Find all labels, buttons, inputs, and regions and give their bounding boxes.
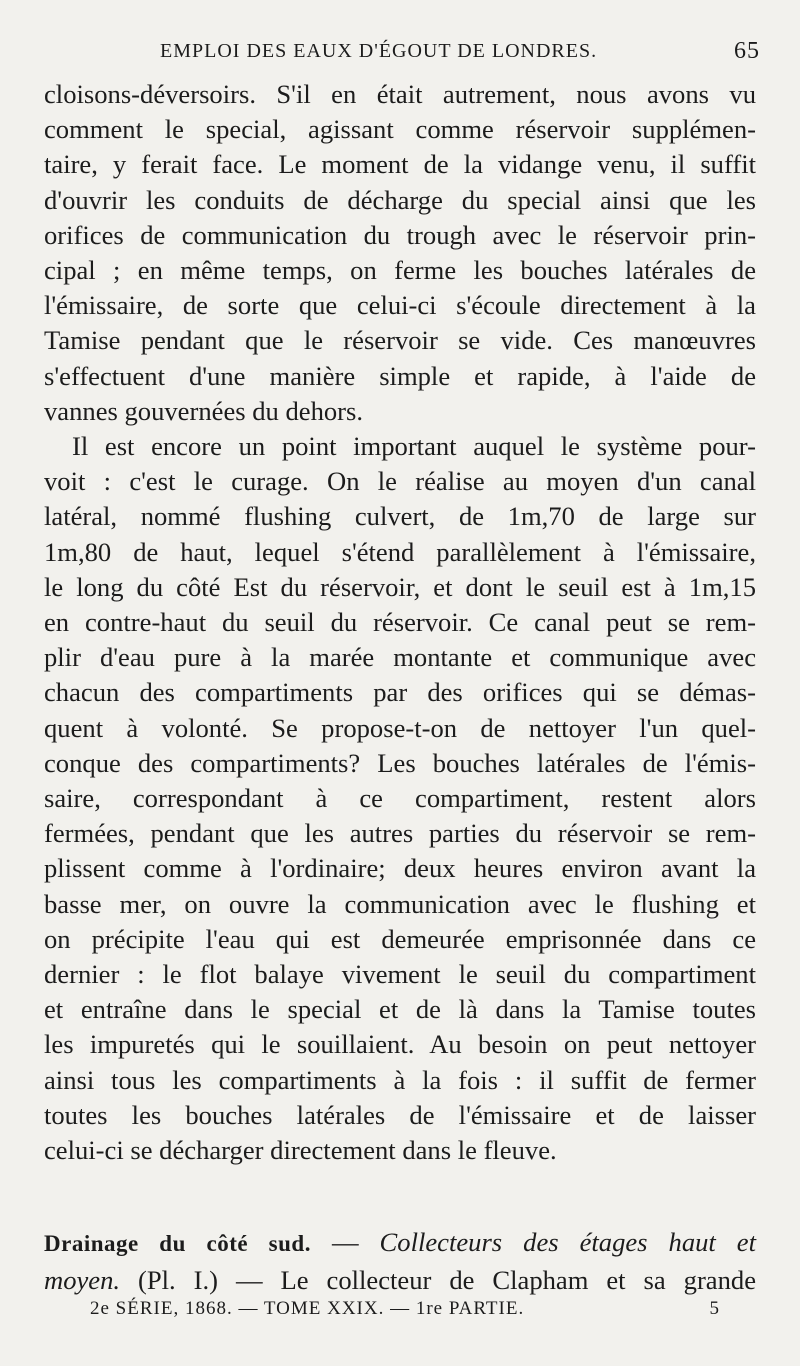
text-line: saire, correspondant à ce compartiment, restent alors <box>44 783 756 814</box>
text-line: s'effectuent d'une manière simple et rapide, à l'aide de <box>44 360 756 391</box>
text-line: Tamise pendant que le réservoir se vide. Ces manœuvres <box>44 325 756 356</box>
text-line: quent à volonté. Se propose-t-on de nettoyer l'un quel- <box>44 712 756 743</box>
text-line: plissent comme à l'ordinaire; deux heures environ avant la <box>44 853 756 884</box>
text-line: on précipite l'eau qui est demeurée emprisonnée dans ce <box>44 923 756 954</box>
text-line: Il est encore un point important auquel le système pour- <box>72 431 756 462</box>
text-line: conque des compartiments? Les bouches latérales de l'émis- <box>44 747 756 778</box>
section-line-2 <box>44 1262 756 1298</box>
section-subtitle: Collecteurs des étages haut et <box>379 1227 757 1257</box>
text-line: et entraîne dans le special et de là dans la Tamise toutes <box>44 994 756 1025</box>
footer <box>90 1298 720 1328</box>
section-dash: — <box>310 1227 380 1257</box>
section-text: (Pl. I.) — Le collecteur de Clapham et sa grande <box>120 1265 756 1295</box>
text-line: l'émissaire, de sorte que celui-ci s'écoule directement à la <box>44 290 756 321</box>
text-line: celui-ci se décharger directement dans le fleuve. <box>44 1135 557 1166</box>
text-line: taire, y ferait face. Le moment de la vidange venu, il suffit <box>44 149 756 180</box>
text-line: le long du côté Est du réservoir, et dont le seuil est à 1m,15 <box>44 571 756 602</box>
text-line: plir d'eau pure à la marée montante et communique avec <box>44 642 756 673</box>
text-line: basse mer, on ouvre la communication avec le flushing et <box>44 888 756 919</box>
text-line: d'ouvrir les conduits de décharge du special ainsi que les <box>44 184 756 215</box>
section-heading-block <box>44 1224 756 1298</box>
text-line: chacun des compartiments par des orifices qui se démas- <box>44 677 756 708</box>
text-line: ainsi tous les compartiments à la fois : il suffit de fermer <box>44 1064 756 1095</box>
text-line: fermées, pendant que les autres parties du réservoir se rem- <box>44 818 756 849</box>
signature-mark: 5 <box>709 1298 720 1319</box>
running-title: EMPLOI DES EAUX D'ÉGOUT DE LONDRES. <box>160 40 598 62</box>
series-note: 2e SÉRIE, 1868. — TOME XXIX. — 1re PARTIE. <box>90 1298 525 1319</box>
text-line: les impuretés qui le souillaient. Au besoin on peut nettoyer <box>44 1029 756 1060</box>
text-line: orifices de communication du trough avec le réservoir prin- <box>44 219 756 250</box>
text-line: voit : c'est le curage. On le réalise au moyen d'un canal <box>44 466 756 497</box>
section-subtitle-cont: moyen. <box>44 1265 121 1295</box>
page-number: 65 <box>734 38 760 64</box>
section-line-1 <box>44 1224 756 1262</box>
text-line: cipal ; en même temps, on ferme les bouches latérales de <box>44 255 756 286</box>
text-line: cloisons-déversoirs. S'il en était autrement, nous avons vu <box>44 79 756 109</box>
text-line: comment le special, agissant comme réservoir supplémen- <box>44 114 756 145</box>
text-line: 1m,80 de haut, lequel s'étend parallèlement à l'émissaire, <box>44 536 756 567</box>
section-heading: Drainage du côté sud. <box>44 1231 311 1256</box>
text-line: toutes les bouches latérales de l'émissaire et de laisser <box>44 1099 756 1130</box>
text-line: vannes gouvernées du dehors. <box>44 395 364 426</box>
text-line: dernier : le flot balaye vivement le seuil du compartiment <box>44 959 756 990</box>
text-line: latéral, nommé flushing culvert, de 1m,70 de large sur <box>44 501 756 532</box>
body-text <box>44 77 756 1168</box>
text-line: en contre-haut du seuil du réservoir. Ce canal peut se rem- <box>44 607 756 638</box>
running-head <box>160 40 780 70</box>
